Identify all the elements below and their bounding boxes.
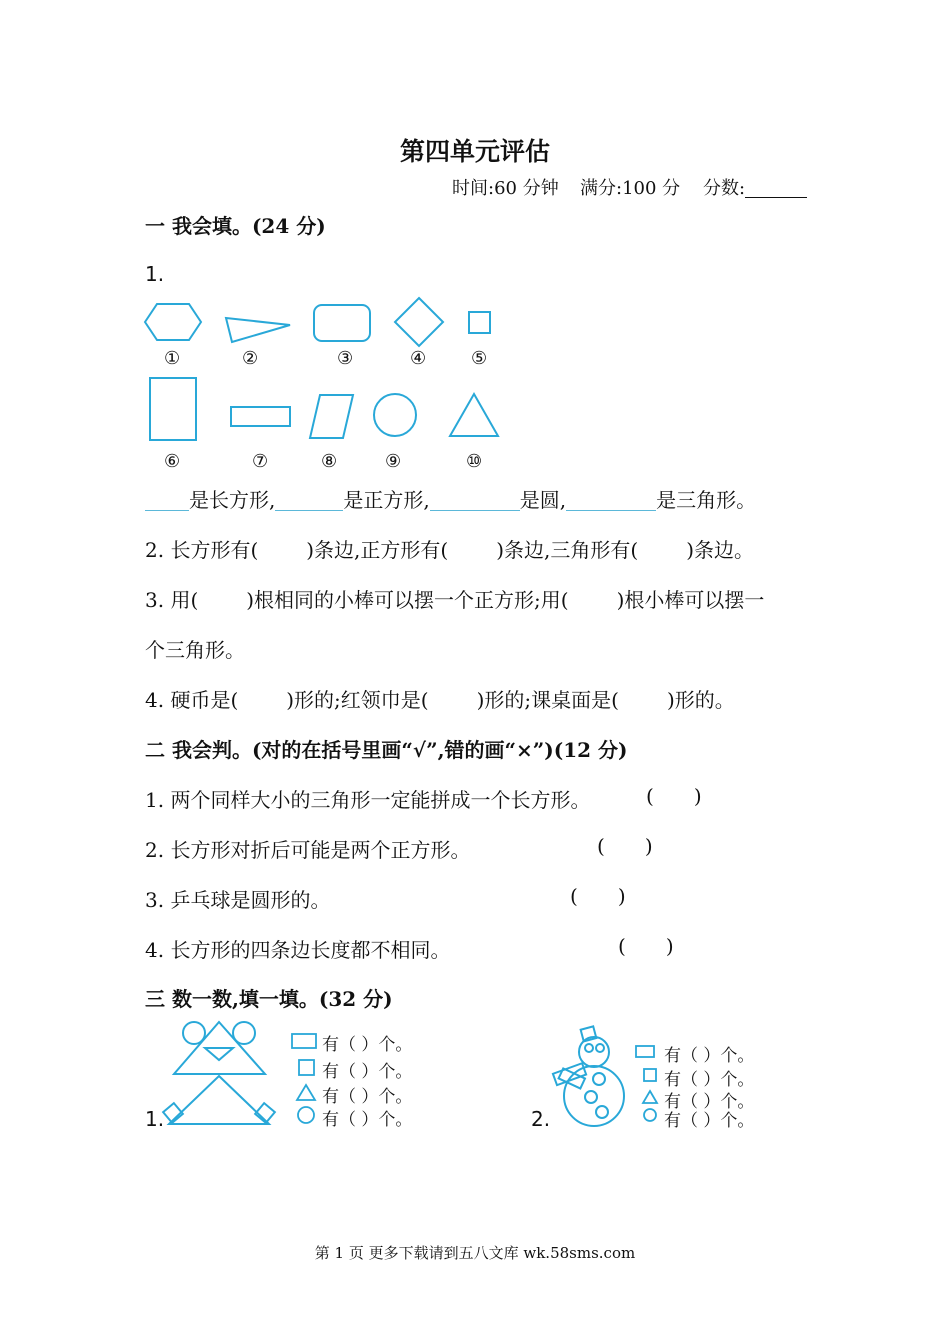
paren-close-3: ) (617, 884, 626, 908)
shape-number-1: ① (164, 348, 181, 369)
small-square-shape (469, 312, 490, 333)
page-title: 第四单元评估 (399, 137, 550, 166)
q1-text-2: 是正方形, (343, 488, 430, 512)
q1-text-1: 是长方形, (189, 488, 276, 512)
judge-item-3: 3. 乒乓球是圆形的。 (145, 888, 331, 912)
fig1-label: 1. (145, 1107, 165, 1131)
figure2-legend-icons (636, 1046, 657, 1121)
figure1-drawing (163, 1022, 275, 1124)
score-text: 分数: (703, 178, 746, 199)
q3-line-2: 个三角形。 (145, 638, 245, 662)
judge-answer-3[interactable] (570, 884, 626, 908)
q1-text-4: 是三角形。 (656, 488, 757, 512)
rounded-rect-shape (314, 305, 370, 341)
q2-part-1: 2. 长方形有( (145, 538, 259, 562)
section3-heading: 三 数一数,填一填。(32 分) (145, 987, 393, 1011)
fig2-circle-count[interactable]: 有（ ）个。 (664, 1111, 755, 1131)
triangle-shape-2 (226, 318, 290, 342)
fig1-triangle-count[interactable]: 有（ ）个。 (322, 1087, 413, 1107)
q1-blank-4[interactable] (566, 488, 656, 511)
q4-part-3: )形的;课桌面是( (476, 688, 619, 712)
q1-blank-3[interactable] (430, 488, 520, 511)
paren-open-4: ( (618, 934, 626, 958)
shape-number-9: ⑨ (385, 451, 402, 472)
time-label: 时间:60 分钟 (452, 178, 559, 199)
q1-label: 1. (145, 262, 165, 286)
page-footer: 第 1 页 更多下载请到五八文库 wk.58sms.com (314, 1244, 636, 1262)
paren-close-4: ) (665, 934, 674, 958)
shape-number-10: ⑩ (466, 451, 483, 472)
shape-number-6: ⑥ (164, 451, 181, 472)
q2-line (145, 534, 754, 563)
q4-part-4: )形的。 (666, 688, 735, 712)
shape-number-5: ⑤ (471, 348, 488, 369)
shape-number-7: ⑦ (252, 451, 269, 472)
q3-part-3: )根小棒可以摆一 (616, 588, 765, 612)
q3-part-2: )根相同的小棒可以摆一个正方形;用( (246, 588, 569, 612)
q1-fill-line (145, 484, 756, 513)
q1-text-3: 是圆, (519, 488, 567, 512)
fig2-label: 2. (531, 1107, 551, 1131)
paren-close-2: ) (644, 834, 653, 858)
shape-number-4: ④ (410, 348, 427, 369)
fig1-circle-count[interactable]: 有（ ）个。 (322, 1110, 413, 1130)
judge-answer-4[interactable] (618, 934, 674, 958)
triangle-shape-10 (450, 394, 498, 436)
fig1-square-count[interactable]: 有（ ）个。 (322, 1062, 413, 1082)
shape-number-3: ③ (337, 348, 354, 369)
q2-part-4: )条边。 (686, 538, 754, 562)
figure1-legend-icons (292, 1034, 316, 1123)
q1-blank-1[interactable] (145, 488, 189, 511)
full-score-label: 满分:100 分 (580, 178, 681, 199)
hexagon-shape (145, 304, 201, 340)
q4-part-2: )形的;红领巾是( (286, 688, 429, 712)
judge-item-1: 1. 两个同样大小的三角形一定能拼成一个长方形。 (145, 788, 591, 812)
q2-part-3: )条边,三角形有( (496, 538, 639, 562)
diamond-shape (395, 298, 443, 346)
shape-number-8: ⑧ (321, 451, 338, 472)
shape-number-2: ② (242, 348, 259, 369)
paren-open-3: ( (570, 884, 578, 908)
circle-shape (374, 394, 416, 436)
parallelogram-shape (310, 395, 353, 438)
paren-close-1: ) (693, 784, 702, 808)
fig2-square-count[interactable]: 有（ ）个。 (664, 1070, 755, 1090)
fig2-triangle-count[interactable]: 有（ ）个。 (664, 1092, 755, 1112)
paren-open-2: ( (597, 834, 605, 858)
figure2-drawing (553, 1026, 624, 1126)
paren-open-1: ( (646, 784, 654, 808)
judge-item-4: 4. 长方形的四条边长度都不相同。 (145, 938, 451, 962)
q3-line-1 (145, 584, 764, 613)
tall-rect-shape (150, 378, 196, 440)
judge-answer-2[interactable] (597, 834, 653, 858)
section2-heading: 二 我会判。(对的在括号里画“√”,错的画“×”)(12 分) (145, 738, 628, 762)
q1-blank-2[interactable] (275, 488, 343, 511)
fig1-rect-count[interactable]: 有（ ）个。 (322, 1035, 413, 1055)
judge-item-2: 2. 长方形对折后可能是两个正方形。 (145, 838, 471, 862)
q4-line (145, 684, 735, 713)
q4-part-1: 4. 硬币是( (145, 688, 239, 712)
q3-part-1: 3. 用( (145, 588, 199, 612)
section1-heading: 一 我会填。(24 分) (145, 214, 326, 238)
wide-rect-shape (231, 407, 290, 426)
fig2-rect-count[interactable]: 有（ ）个。 (664, 1046, 755, 1066)
q2-part-2: )条边,正方形有( (306, 538, 449, 562)
judge-answer-1[interactable] (646, 784, 702, 808)
